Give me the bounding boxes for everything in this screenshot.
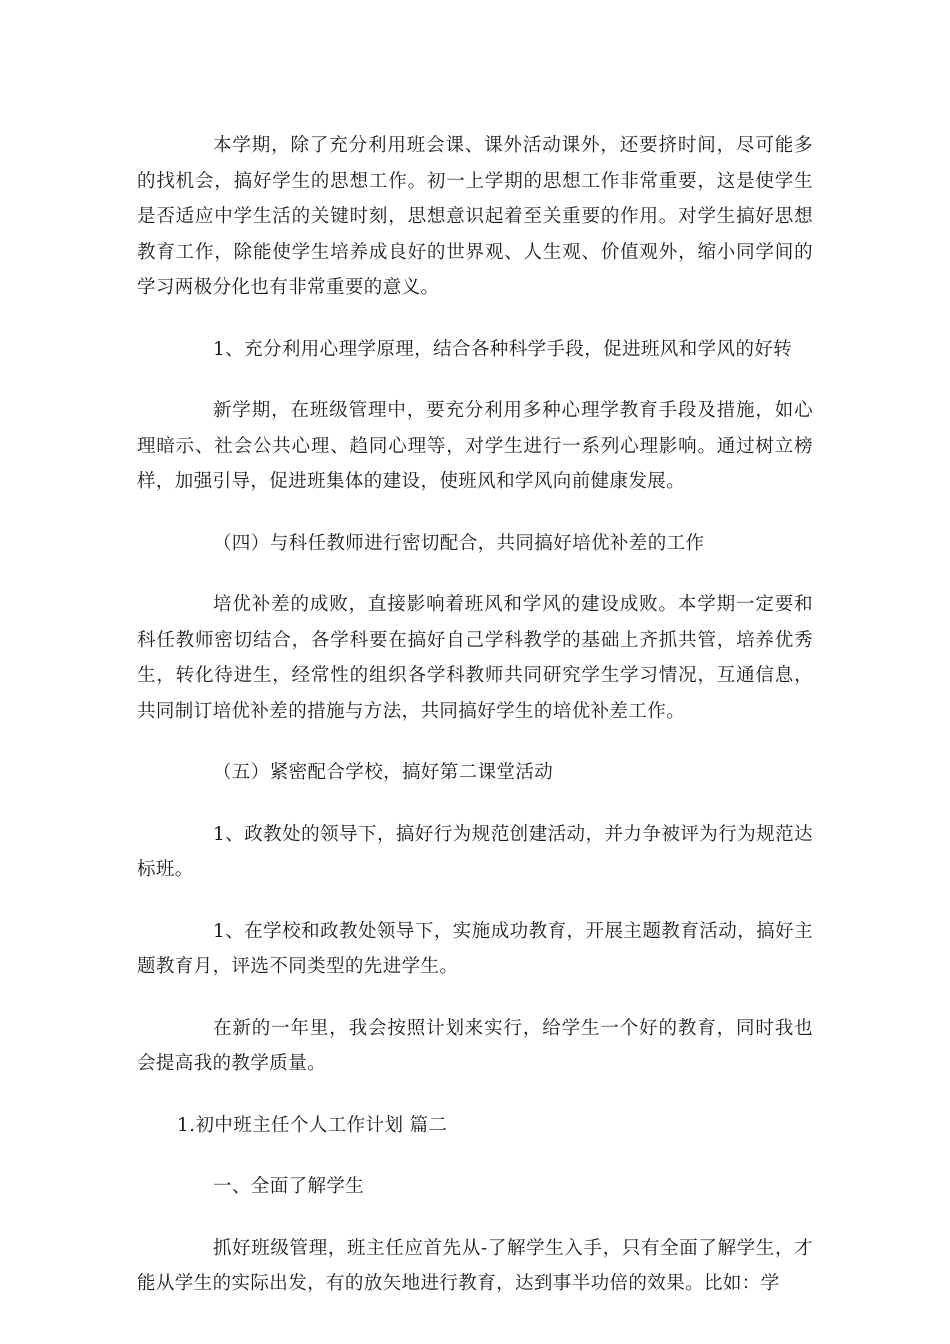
section-heading-psychology: 1、充分利用心理学原理，结合各种科学手段，促进班风和学风的好转 [213,338,793,360]
paragraph-class-management: 抓好班级管理，班主任应首先从-了解学生入手，只有全面了解学生，才能从学生的实际出发，有的放矢地进行教育，达到事半功倍的效果。比如：学 [137,1237,813,1294]
paragraph-tutoring: 培优补差的成败，直接影响着班风和学风的建设成败。本学期一定要和科任教师密切结合，各学科要在搞好自己学科教学的基础上齐抓共管，培养优秀生，转化待进生，经常性的组织各学科教师共同研究学生学习情况，互通信息，共同制订培优补差的措施与方法，共同搞好学生的培优补差工作。 [137,594,813,722]
paragraph-intro: 本学期，除了充分利用班会课、课外活动课外，还要挤时间，尽可能多的找机会，搞好学生的思想工作。初一上学期的思想工作非常重要，这是使学生是否适应中学生活的关键时刻，思想意识起着至关重要的作用。对学生搞好思想教育工作，除能使学生培养成良好的世界观、人生观、价值观外，缩小同学间的学习两极分化也有非常重要的意义。 [137,135,813,298]
paragraph-conclusion: 在新的一年里，我会按照计划来实行，给学生一个好的教育，同时我也会提高我的教学质量。 [137,1017,813,1074]
paragraph-behavior: 1、政教处的领导下，搞好行为规范创建活动，并力争被评为行为规范达标班。 [137,823,813,880]
section-heading-five: （五）紧密配合学校，搞好第二课堂活动 [213,762,554,783]
section-heading-four: （四）与科任教师进行密切配合，共同搞好培优补差的工作 [213,532,705,554]
paragraph-success-education: 1、在学校和政教处领导下，实施成功教育，开展主题教育活动，搞好主题教育月，评选不同类型的先进学生。 [137,920,813,977]
paragraph-psychology: 新学期，在班级管理中，要充分利用多种心理学教育手段及措施，如心理暗示、社会公共心理、趋同心理等，对学生进行一系列心理影响。通过树立榜样，加强引导，促进班集体的建设，使班风和学风向前健康发展。 [137,400,813,492]
document-body [137,128,813,1328]
article-title-part-two: 1.初中班主任个人工作计划 篇二 [177,1114,448,1136]
section-heading-understand-students: 一、全面了解学生 [213,1176,365,1197]
